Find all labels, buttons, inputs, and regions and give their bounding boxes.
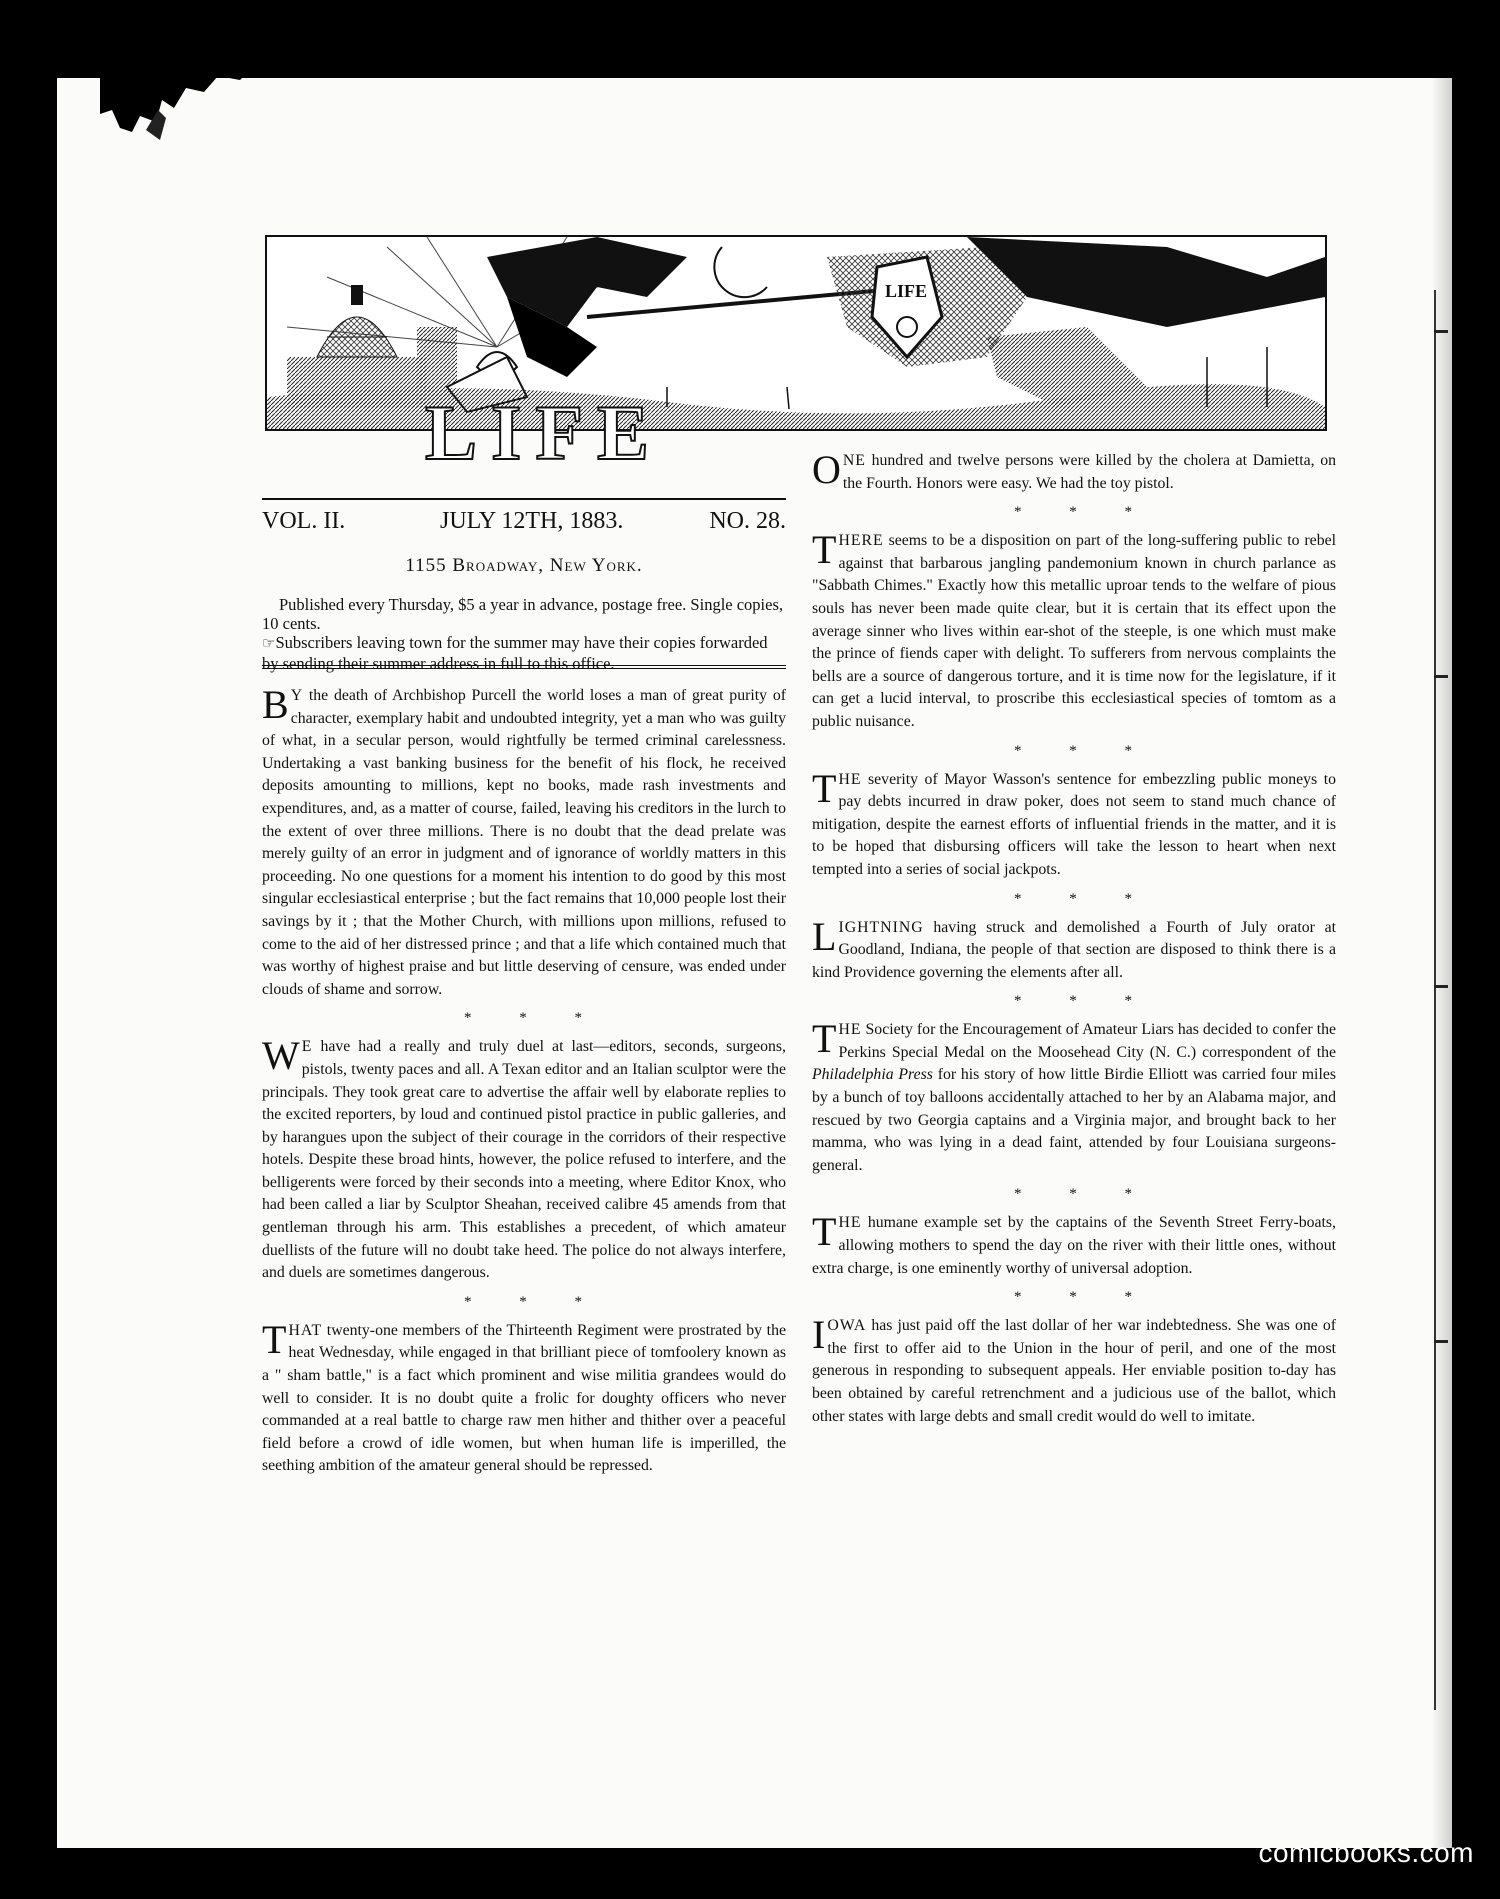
drop-cap: W	[262, 1033, 300, 1079]
article-text: hundred and twelve persons were killed by the cholera at Damietta, on the Fourth. Honors were easy. We had the toy pistol.	[842, 452, 1336, 492]
section-separator: * * *	[1014, 742, 1154, 759]
section-separator: * * *	[1014, 1186, 1154, 1203]
article-text: twenty-one members of the Thirteenth Regiment were prostrated by the heat Wednesday, while engaged in that brilliant piece of tomfoolery known as a " sham battle," is a fact which prominent and wise militia grandees would do well to consider. It is no doubt quite a frolic for doughty officers who never commanded at a real battle to charge raw men hither and thither over a peaceful field before a crowd of idle women, but when human life is imperilled, the seething ambition of the amateur general should be repressed.	[262, 1321, 786, 1475]
site-watermark: comicbooks.com	[1258, 1837, 1474, 1868]
issue-number: NO. 28.	[709, 508, 786, 534]
editorial-item	[812, 447, 1336, 495]
double-rule	[262, 665, 786, 669]
editorial-item	[812, 1312, 1336, 1428]
section-separator: * * *	[1014, 993, 1154, 1010]
drop-cap: I	[812, 1312, 826, 1358]
editorial-item	[262, 682, 786, 1001]
left-column	[262, 682, 786, 1478]
article-text: severity of Mayor Wasson's sentence for embezzling public moneys to pay debts incurred in draw poker, does not seem to stand much chance of mitigation, despite the earnest efforts of influential friends in the matter, and it is to be hoped that disbursing officers will take the lesson to heart when next tempted into a series of social jackpots.	[812, 770, 1336, 878]
drop-cap: T	[812, 765, 837, 811]
knight-figure	[827, 237, 1325, 407]
editorial-item	[812, 765, 1336, 882]
section-separator: * * *	[1014, 1289, 1154, 1306]
section-separator: * * *	[1014, 504, 1154, 521]
lead-in: HERE	[838, 532, 884, 550]
newspaper-name: Philadelphia Press	[812, 1066, 933, 1084]
section-separator: * * *	[1014, 890, 1154, 907]
drop-cap: O	[812, 447, 841, 492]
binding-tick	[1434, 985, 1448, 988]
lead-in: HAT	[288, 1321, 323, 1339]
article-text: have had a really and truly duel at last—editors, seconds, surgeons, pistols, twenty paces and all. A Texan editor and an Italian sculptor were the principals. They took great care to advertise the affair well by elaborate replies to the excited reporters, by loud and continued pistol practice in public galleries, and by harangues upon the subject of their courage in the corridors of their respective hotels. Despite these broad hints, however, the police refused to interfere, and the belligerents were forced by their seconds into a meeting, where Editor Knox, who had been called a liar by Sculptor Sheahan, received calibre 45 amends from that gentleman through his arm. This establishes a precedent, of which amateur duellists of the future will no doubt take heed. The police do not always interfere, and duels are sometimes dangerous.	[262, 1038, 786, 1282]
section-separator: * * *	[464, 1010, 604, 1027]
article-text: seems to be a disposition on part of the long-suffering public to rebel against that barbarous jangling pandemonium known in church parlance as "Sabbath Chimes." Exactly how this metallic uproar tends to the welfare of pious souls has never been made quite clear, but it is certain that its effect upon the average sinner who lives within ear-shot of the steeple, is one which must make the prince of fiends caper with delight. To sufferers from nervous complaints the bells are a source of dangerous torture, and it is time now for the legislature, if it can get a lucid interval, to proscribe this ecclesiastical species of tomtom as a public nuisance.	[812, 532, 1336, 730]
lead-in: IGHTNING	[838, 918, 924, 936]
subscriber-notice-text: Subscribers leaving town for the summer may have their copies forwarded by sending their summer address in full to this office.	[262, 633, 768, 673]
torn-corner	[100, 70, 250, 170]
svg-text:LIFE: LIFE	[885, 281, 928, 301]
volume-number: VOL. II.	[262, 508, 346, 534]
binding-tick	[1434, 330, 1448, 333]
lead-in: HE	[838, 1214, 862, 1232]
article-text: humane example set by the captains of the Seventh Street Ferry-boats, allowing mothers to spend the day on the river with their little ones, without extra charge, is one eminently worthy of universal adoption.	[812, 1214, 1336, 1277]
issue-line	[262, 505, 786, 537]
editorial-item	[812, 527, 1336, 733]
lead-in: HE	[838, 1021, 862, 1039]
drop-cap: L	[812, 913, 837, 959]
drop-cap: T	[812, 527, 837, 573]
editorial-item	[812, 1209, 1336, 1280]
lead-in: NE	[842, 452, 866, 469]
drop-cap: T	[812, 1209, 837, 1255]
masthead-title: LIFE	[425, 389, 664, 476]
lead-in: E	[301, 1038, 313, 1056]
editorial-item	[812, 913, 1336, 985]
right-column	[812, 447, 1336, 1428]
binding-line	[1434, 290, 1440, 1710]
lead-in: OWA	[827, 1317, 867, 1335]
publication-terms-block	[262, 595, 786, 673]
drop-cap: T	[262, 1316, 287, 1362]
article-text: has just paid off the last dollar of her war indebtedness. She was one of the first to offer aid to the Union in the hour of peril, and one of the most generous in responding to subsequent appeals. Her enviable position to-day has been obtained by careful retrenchment and a judicious use of the ballot, which other states with large debts and small credit would do well to imitate.	[812, 1317, 1336, 1425]
editorial-item	[262, 1316, 786, 1478]
article-text: Society for the Encouragement of Amateur Liars has decided to confer the Perkins Special Medal on the Moosehead City (N. C.) correspondent of the	[838, 1021, 1336, 1061]
section-separator: * * *	[464, 1293, 604, 1310]
pointing-hand-icon: ☞	[262, 636, 276, 652]
drop-cap: T	[812, 1016, 837, 1062]
editorial-item	[812, 1016, 1336, 1177]
drop-cap: B	[262, 682, 289, 727]
masthead-rule	[262, 498, 786, 500]
article-text: for his story of how little Birdie Elliott was carried four miles by a bunch of toy balloons accidentally attached to her by an Alabama major, and rescued by two Georgia captains and a Virginia major, and brought back to her mamma, who was lying in a dead faint, attended by four Louisiana surgeons-general.	[812, 1066, 1336, 1174]
editorial-item	[262, 1033, 786, 1285]
publisher-address: 1155 Broadway, New York.	[405, 555, 643, 576]
publication-terms: Published every Thursday, $5 a year in advance, postage free. Single copies, 10 cents.	[262, 595, 784, 633]
binding-tick	[1434, 1340, 1448, 1343]
article-text: having struck and demolished a Fourth of July orator at Goodland, Indiana, the people of that section are disposed to think there is a kind Providence governing the elements after all.	[812, 918, 1336, 981]
lead-in: HE	[838, 770, 862, 788]
article-text: the death of Archbishop Purcell the world loses a man of great purity of character, exemplary habit and undoubted integrity, yet a man who was guilty of what, in a secular person, would rightfully be termed criminal carelessness. Undertaking a vast banking business for the benefit of his flock, he received deposits amounting to millions, kept no books, made rash investments and expenditures, and, as a matter of course, failed, leaving his creditors in the lurch to the extent of over three millions. There is no doubt that the dead prelate was merely guilty of an error in judgment and of ignorance of worldly matters in this proceeding. No one questions for a moment his intention to do good by this most singular ecclesiastical enterprise ; but the fact remains that 10,000 people lost their savings by it ; that the Mother Church, with millions upon millions, refused to come to the aid of her distressed prince ; and that a life which contained much that was worthy of highest praise and but little deserving of censure, was ended under clouds of shame and sorrow.	[262, 687, 786, 998]
lead-in: Y	[290, 687, 304, 704]
binding-tick	[1434, 675, 1448, 678]
issue-date: JULY 12TH, 1883.	[440, 508, 624, 534]
